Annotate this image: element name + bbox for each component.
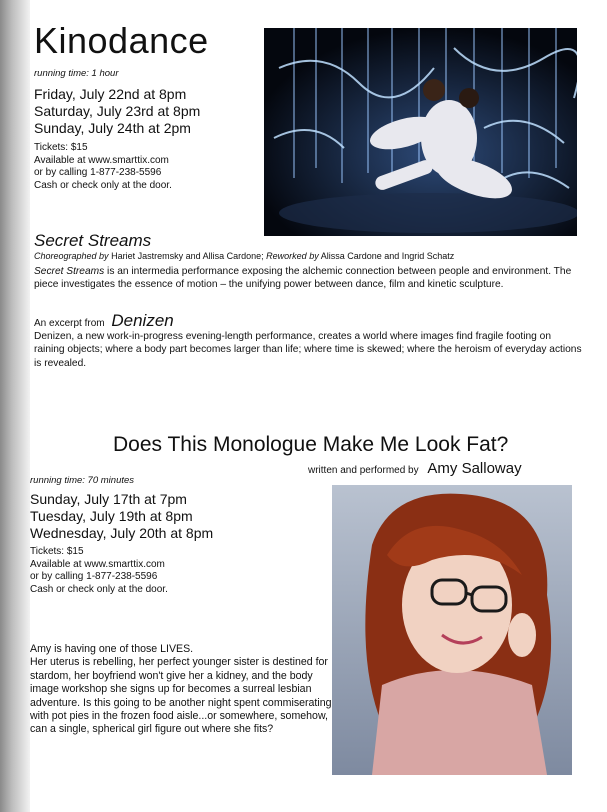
- kinodance-tickets: [34, 142, 172, 192]
- date-line: Wednesday, July 20th at 8pm: [30, 525, 214, 541]
- choreographed-label: Choreographed by: [34, 251, 109, 261]
- date-line: Saturday, July 23rd at 8pm: [34, 103, 201, 119]
- denizen-heading: Denizen: [111, 311, 174, 330]
- ticket-line: Tickets: $15: [34, 142, 88, 153]
- monologue-dates: [30, 491, 213, 542]
- reworkers: Alissa Cardone and Ingrid Schatz: [320, 251, 455, 261]
- date-line: Friday, July 22nd at 8pm: [34, 86, 187, 102]
- ticket-line: Tickets: $15: [30, 546, 84, 557]
- date-line: Sunday, July 24th at 2pm: [34, 120, 191, 136]
- ticket-line: Cash or check only at the door.: [34, 179, 172, 191]
- denizen-description: Denizen, a new work-in-progress evening-length performance, creates a world where images find fragile footing on raining objects; where a body part becomes larger than life; where time is skewed; where the heroism of everyday actions is revealed.: [34, 331, 582, 369]
- ticket-line: or by calling 1-877-238-5596: [30, 571, 158, 582]
- monologue-title: Does This Monologue Make Me Look Fat?: [113, 433, 509, 456]
- choreographers: Hariet Jastremsky and Allisa Cardone;: [111, 251, 264, 261]
- excerpt-label: An excerpt from: [34, 318, 105, 329]
- monologue-tickets: [30, 546, 168, 596]
- secret-streams-description: [34, 265, 582, 292]
- performer-name: Amy Salloway: [427, 460, 522, 477]
- secret-streams-inline-title: Secret Streams: [34, 266, 105, 277]
- secret-streams-text: is an intermedia performance exposing the alchemic connection between people and environment. The piece investigates the essence of motion – the unifying power between dance, film and kinetic sculpture.: [34, 266, 572, 291]
- kinodance-title: Kinodance: [34, 20, 209, 61]
- excerpt-line: [34, 311, 174, 331]
- credits-line: [34, 251, 454, 261]
- ticket-line: Available at www.smarttix.com: [34, 154, 169, 166]
- amy-salloway-photo: [332, 485, 572, 775]
- description-lead: Amy is having one of those LIVES.: [30, 643, 194, 655]
- reworked-label: Reworked by: [266, 251, 319, 261]
- monologue-running-time: running time: 70 minutes: [30, 475, 135, 486]
- secret-streams-heading: Secret Streams: [34, 231, 152, 250]
- ticket-line: Cash or check only at the door.: [30, 583, 168, 595]
- monologue-description: [30, 643, 332, 737]
- ticket-line: or by calling 1-877-238-5596: [34, 167, 162, 178]
- ticket-line: Available at www.smarttix.com: [30, 558, 165, 570]
- kinodance-dates: [34, 86, 200, 137]
- description-body: Her uterus is rebelling, her perfect younger sister is destined for stardom, her boyfriend won't give her a kidney, and the body image workshop she signs up for becomes a surreal lesbian adventure. Is this going to be another night spent commiserating with pot pies in the frozen food aisle...or somewhere, somehow, can a single, spherical girl figure out where she fits?: [30, 656, 332, 736]
- date-line: Tuesday, July 19th at 8pm: [30, 508, 193, 524]
- written-by-label: written and performed by: [308, 465, 419, 476]
- page-edge-shadow: [0, 0, 30, 812]
- date-line: Sunday, July 17th at 7pm: [30, 491, 187, 507]
- written-by-line: [308, 460, 522, 477]
- kinodance-dance-photo: [264, 28, 577, 236]
- kinodance-running-time: running time: 1 hour: [34, 68, 119, 79]
